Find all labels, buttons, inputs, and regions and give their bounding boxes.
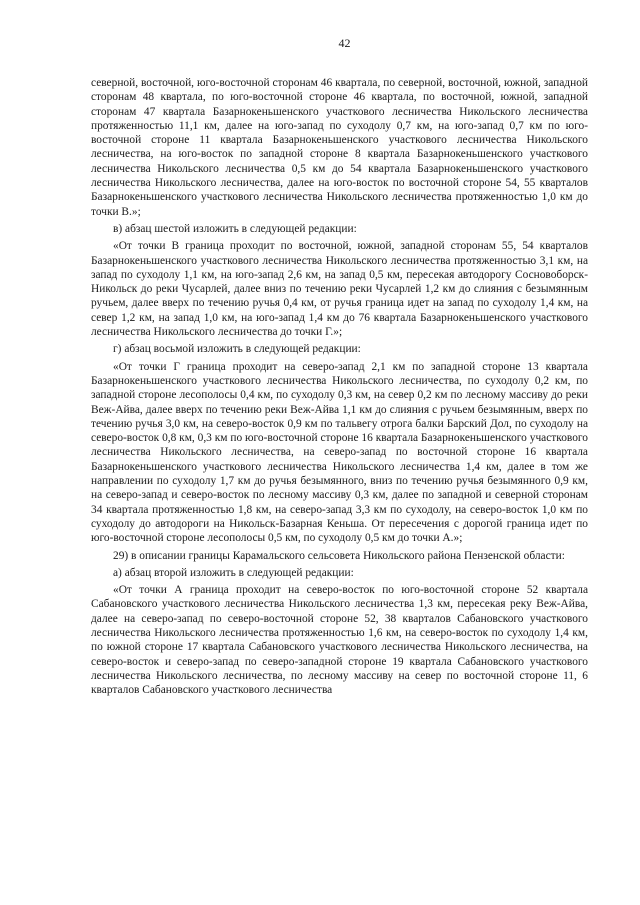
paragraph-quote-point-v: «От точки В граница проходит по восточной, южной, западной сторонам 55, 54 кварталов Базарнокеньшенского участкового лесничества Никольского лесничества протяженностью 3,1 км, на запад по суходолу 1,1 км, на юго-запад 2,6 км, на запад 0,5 км, пересекая автодорогу Сосновоборск-Никольск до реки Чусарлей, далее вниз по течению реки Чусарлей 1,2 км до слияния с безымянным ручьем, далее вверх по течению ручья 0,4 км, от ручья граница идет на запад по суходолу 1,4 км, на север 1,2 км, на запад 1,0 км, на юго-запад 1,4 км до 76 квартала Базарнокеньшенского участкового лесничества Никольского лесничества до точки Г.»; <box>91 240 588 339</box>
paragraph-subitem-a: а) абзац второй изложить в следующей редакции: <box>113 566 354 579</box>
paragraph-continuation: северной, восточной, юго-восточной сторонам 46 квартала, по северной, восточной, южной, западной сторонам 48 квартала, по юго-восточной стороне 46 квартала, по восточной, южной, западной сторонам 47 квартала Базарнокеньшенского участкового лесничества Никольского лесничества протяженностью 11,1 км, далее на юго-запад по суходолу 0,7 км, на юго-запад 0,7 км по юго-восточной стороне 11 квартала Базарнокеньшенского участкового лесничества Никольского лесничества, на юго-восток по западной стороне 8 квартала Базарнокеньшенского участкового лесничества Никольского лесничества 0,5 км до 54 квартала Базарнокеньшенского участкового лесничества Никольского лесничества, далее на юго-восток по восточной стороне 54, 55 кварталов Базарнокеньшенского участкового лесничества Никольского лесничества протяженностью 1,0 км до точки В.»; <box>91 77 588 218</box>
paragraph-item-29: 29) в описании границы Карамальского сельсовета Никольского района Пензенской области: <box>113 549 565 562</box>
paragraph-quote-point-a: «От точки А граница проходит на северо-восток по юго-восточной стороне 52 квартала Сабановского участкового лесничества Никольского лесничества 1,3 км, пересекая реку Веж-Айва, далее на северо-запад по северо-восточной стороне 52, 38 кварталов Сабановского участкового лесничества Никольского лесничества протяженностью 1,6 км, на северо-восток по суходолу 1,4 км, по южной стороне 17 квартала Сабановского участкового лесничества Никольского лесничества, на северо-восток и северо-запад по северо-западной стороне 19 квартала Сабановского участкового лесничества Никольского лесничества, по лесному массиву на север по восточной стороне 11, 6 кварталов Сабановского участкового лесничества <box>91 584 588 697</box>
paragraph-subitem-v: в) абзац шестой изложить в следующей редакции: <box>113 222 357 235</box>
paragraph-subitem-g: г) абзац восьмой изложить в следующей редакции: <box>113 343 361 356</box>
page-number: 42 <box>338 36 351 50</box>
paragraph-quote-point-g: «От точки Г граница проходит на северо-запад 2,1 км по западной стороне 13 квартала Базарнокеньшенского участкового лесничества Никольского лесничества, по суходолу 0,2 км, по западной стороне лесополосы 0,4 км, по суходолу 0,3 км, на север 0,2 км по лесному массиву до реки Веж-Айва, далее вверх по течению реки Веж-Айва 1,1 км до слияния с ручьем безымянным, вверх по течению ручья 3,0 км, на северо-восток 0,9 км по тальвегу отрога балки Барский Дол, по суходолу на северо-восток 0,8 км, 0,3 км по юго-восточной стороне 16 квартала Базарнокеньшенского участкового лесничества Никольского лесничества, на северо-запад по восточной стороне 16 квартала Базарнокеньшенского участкового лесничества Никольского лесничества 1,4 км, далее в том же направлении по суходолу 1,7 км до ручья безымянного, вниз по течению ручья безымянного 0,9 км, на северо-запад и северо-восток по лесному массиву 0,3 км, далее по западной и северной сторонам 34 квартала протяженностью 1,8 км, на северо-запад 3,3 км по суходолу, на северо-восток 1,0 км по суходолу до автодороги на Никольск-Базарная Кеньша. От пересечения с дорогой граница идет по юго-восточной стороне лесополосы 0,5 км, по суходолу 0,5 км до точки А.»; <box>91 360 588 545</box>
